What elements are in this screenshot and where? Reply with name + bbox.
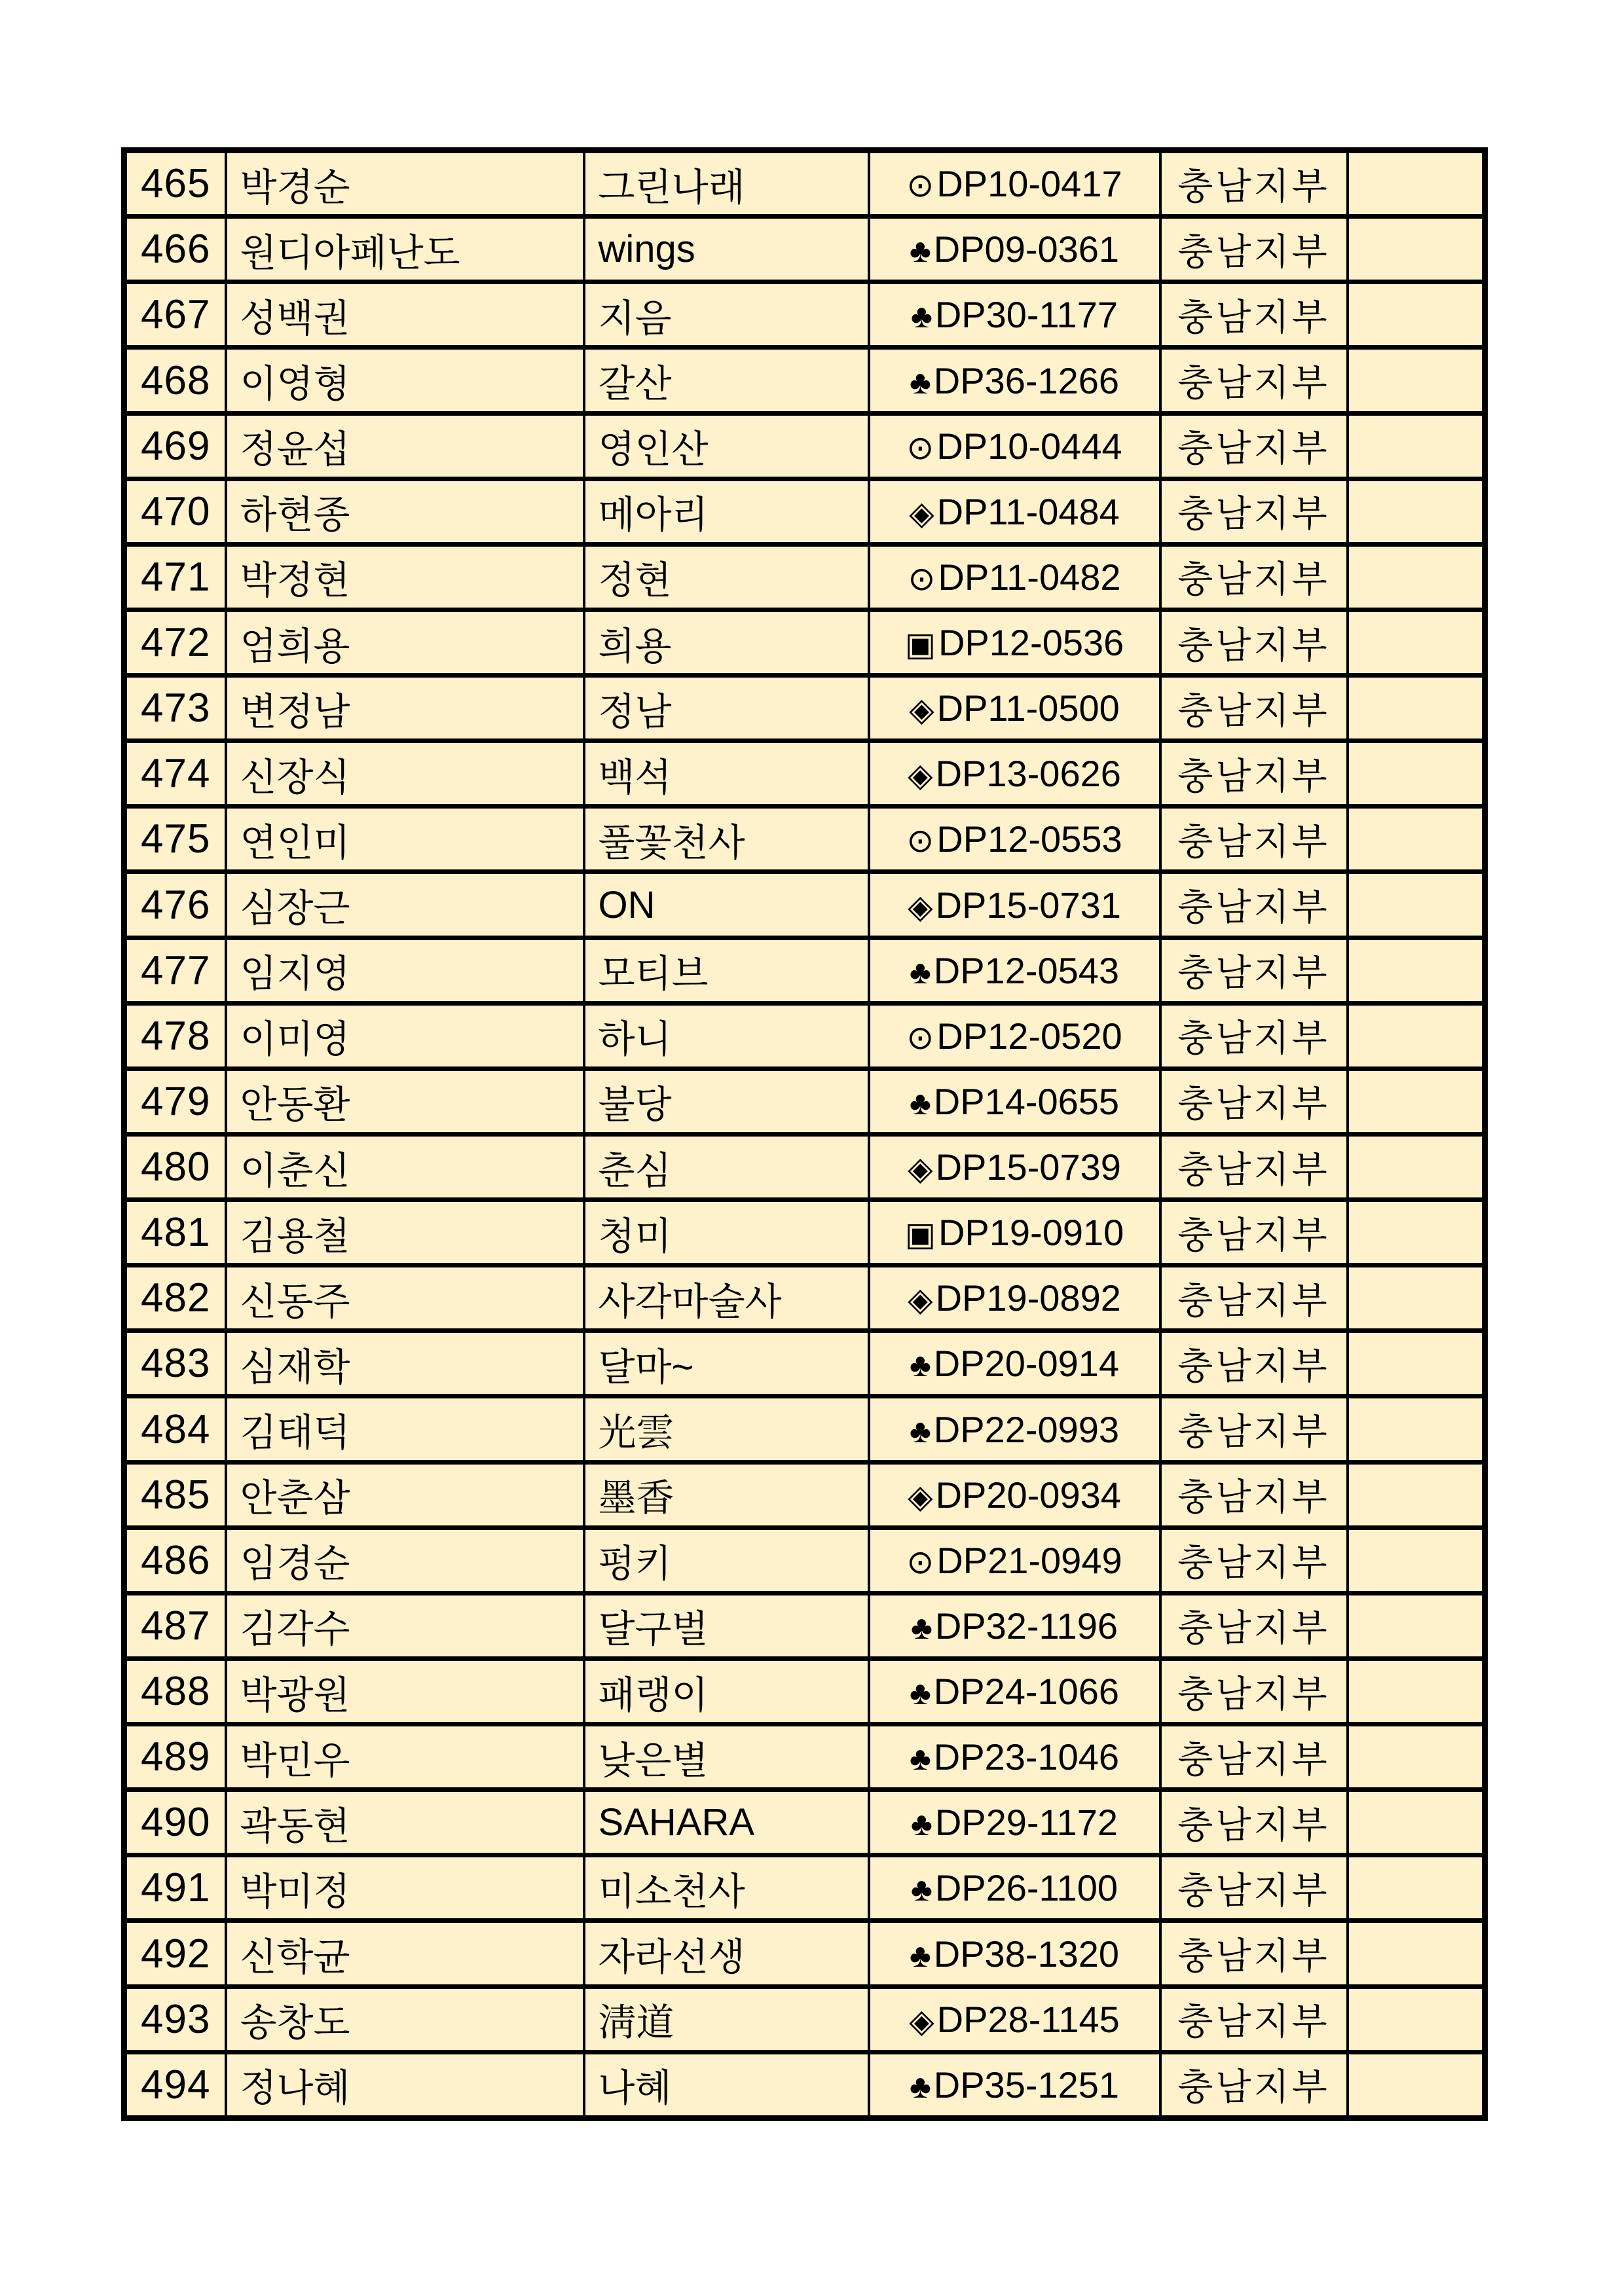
member-code-cell (869, 938, 1160, 1003)
member-code-cell (869, 544, 1160, 610)
empty-cell (1348, 872, 1485, 938)
table-row (124, 1462, 1485, 1527)
empty-cell (1348, 479, 1485, 544)
table-row (124, 1855, 1485, 1921)
member-code-text: DP26-1100 (934, 1867, 1118, 1909)
empty-cell (1348, 1134, 1485, 1199)
member-name-cell: 박경순 (226, 151, 584, 217)
member-name-cell: 이미영 (226, 1003, 584, 1068)
row-number-cell: 492 (124, 1921, 226, 1986)
member-name-cell: 안동환 (226, 1068, 584, 1134)
grade-mark-icon: ♣ (909, 232, 931, 270)
row-number-cell: 473 (124, 676, 226, 741)
branch-cell: 충남지부 (1160, 1396, 1348, 1462)
member-code-text: DP29-1172 (934, 1802, 1118, 1844)
grade-mark-icon: ♣ (909, 2068, 931, 2105)
member-name-cell: 김태덕 (226, 1396, 584, 1462)
empty-cell (1348, 1266, 1485, 1331)
member-nickname-cell: 펑키 (584, 1527, 869, 1593)
branch-cell: 충남지부 (1160, 1527, 1348, 1593)
member-nickname-cell: 자라선생 (584, 1921, 869, 1986)
row-number-cell: 466 (124, 217, 226, 282)
member-name-cell: 성백권 (226, 282, 584, 348)
member-code-text: DP15-0731 (935, 884, 1121, 926)
grade-mark-icon: ◈ (909, 691, 934, 729)
member-code-text: DP20-0914 (933, 1343, 1120, 1385)
branch-cell: 충남지부 (1160, 1134, 1348, 1199)
table-row (124, 348, 1485, 413)
table-row (124, 1986, 1485, 2052)
grade-mark-icon: ◈ (909, 494, 934, 532)
member-name-cell: 정윤섭 (226, 413, 584, 479)
empty-cell (1348, 1462, 1485, 1527)
empty-cell (1348, 1200, 1485, 1266)
row-number-cell: 467 (124, 282, 226, 348)
member-code-text: DP35-1251 (933, 2064, 1120, 2105)
row-number-cell: 486 (124, 1527, 226, 1593)
member-name-cell: 곽동현 (226, 1790, 584, 1855)
member-code-cell (869, 413, 1160, 479)
branch-cell: 충남지부 (1160, 741, 1348, 807)
member-code-text: DP12-0553 (936, 818, 1122, 860)
member-nickname-cell: 光雲 (584, 1396, 869, 1462)
member-name-cell: 이영형 (226, 348, 584, 413)
member-nickname-cell: 나혜 (584, 2052, 869, 2118)
member-nickname-cell: 달구벌 (584, 1593, 869, 1658)
branch-cell: 충남지부 (1160, 676, 1348, 741)
row-number-cell: 474 (124, 741, 226, 807)
grade-mark-icon: ♣ (909, 1412, 931, 1449)
branch-cell: 충남지부 (1160, 1593, 1348, 1658)
member-nickname-cell: 정남 (584, 676, 869, 741)
member-nickname-cell: 지음 (584, 282, 869, 348)
member-code-text: DP10-0417 (936, 163, 1122, 205)
empty-cell (1348, 217, 1485, 282)
member-nickname-cell: ON (584, 872, 869, 938)
member-name-cell: 박민우 (226, 1724, 584, 1790)
empty-cell (1348, 1527, 1485, 1593)
table-row (124, 1921, 1485, 1986)
branch-cell: 충남지부 (1160, 217, 1348, 282)
member-name-cell: 김각수 (226, 1593, 584, 1658)
empty-cell (1348, 413, 1485, 479)
row-number-cell: 472 (124, 610, 226, 675)
member-code-cell (869, 2052, 1160, 2118)
row-number-cell: 482 (124, 1266, 226, 1331)
member-code-text: DP14-0655 (933, 1080, 1120, 1122)
branch-cell: 충남지부 (1160, 807, 1348, 872)
empty-cell (1348, 676, 1485, 741)
grade-mark-icon: ♣ (909, 1937, 931, 1974)
grade-mark-icon: ⊙ (906, 167, 934, 204)
grade-mark-icon: ◈ (908, 757, 933, 794)
row-number-cell: 477 (124, 938, 226, 1003)
row-number-cell: 471 (124, 544, 226, 610)
branch-cell: 충남지부 (1160, 413, 1348, 479)
member-nickname-cell: 메아리 (584, 479, 869, 544)
table-row (124, 1593, 1485, 1658)
table-row (124, 413, 1485, 479)
branch-cell: 충남지부 (1160, 1855, 1348, 1921)
row-number-cell: 480 (124, 1134, 226, 1199)
grade-mark-icon: ▣ (904, 1216, 936, 1253)
member-nickname-cell: 정현 (584, 544, 869, 610)
member-name-cell: 하현종 (226, 479, 584, 544)
grade-mark-icon: ◈ (909, 2002, 934, 2039)
member-code-text: DP23-1046 (933, 1736, 1120, 1778)
branch-cell: 충남지부 (1160, 872, 1348, 938)
grade-mark-icon: ♣ (909, 1084, 931, 1121)
branch-cell: 충남지부 (1160, 938, 1348, 1003)
empty-cell (1348, 1068, 1485, 1134)
table-row (124, 1003, 1485, 1068)
branch-cell: 충남지부 (1160, 1331, 1348, 1396)
branch-cell: 충남지부 (1160, 2052, 1348, 2118)
row-number-cell: 484 (124, 1396, 226, 1462)
member-code-text: DP09-0361 (933, 228, 1120, 270)
member-name-cell: 신학균 (226, 1921, 584, 1986)
member-code-text: DP11-0500 (936, 687, 1120, 729)
table-row (124, 151, 1485, 217)
member-nickname-cell: 풀꽃천사 (584, 807, 869, 872)
table-row (124, 1134, 1485, 1199)
branch-cell: 충남지부 (1160, 1266, 1348, 1331)
table-row (124, 217, 1485, 282)
member-code-text: DP19-0910 (938, 1212, 1124, 1254)
grade-mark-icon: ♣ (911, 1806, 932, 1843)
branch-cell: 충남지부 (1160, 1921, 1348, 1986)
member-nickname-cell: 영인산 (584, 413, 869, 479)
member-nickname-cell: wings (584, 217, 869, 282)
member-code-cell (869, 807, 1160, 872)
row-number-cell: 475 (124, 807, 226, 872)
row-number-cell: 485 (124, 1462, 226, 1527)
member-code-text: DP10-0444 (936, 425, 1122, 467)
branch-cell: 충남지부 (1160, 479, 1348, 544)
member-nickname-cell: 墨香 (584, 1462, 869, 1527)
member-code-cell (869, 1134, 1160, 1199)
member-code-cell (869, 1396, 1160, 1462)
table-row (124, 938, 1485, 1003)
empty-cell (1348, 282, 1485, 348)
empty-cell (1348, 2052, 1485, 2118)
table-row (124, 282, 1485, 348)
member-code-cell (869, 1658, 1160, 1724)
member-nickname-cell: 미소천사 (584, 1855, 869, 1921)
member-code-text: DP38-1320 (933, 1933, 1120, 1975)
grade-mark-icon: ♣ (909, 363, 931, 401)
row-number-cell: 489 (124, 1724, 226, 1790)
table-row (124, 1527, 1485, 1593)
grade-mark-icon: ♣ (909, 953, 931, 991)
member-name-cell: 김용철 (226, 1200, 584, 1266)
branch-cell: 충남지부 (1160, 1986, 1348, 2052)
member-code-cell (869, 1724, 1160, 1790)
member-code-cell (869, 1527, 1160, 1593)
branch-cell: 충남지부 (1160, 348, 1348, 413)
table-row (124, 872, 1485, 938)
table-row (124, 741, 1485, 807)
empty-cell (1348, 544, 1485, 610)
member-name-cell: 심재학 (226, 1331, 584, 1396)
table-row (124, 610, 1485, 675)
member-name-cell: 연인미 (226, 807, 584, 872)
member-code-text: DP22-0993 (933, 1408, 1120, 1450)
empty-cell (1348, 348, 1485, 413)
row-number-cell: 465 (124, 151, 226, 217)
member-code-cell (869, 479, 1160, 544)
member-code-cell (869, 217, 1160, 282)
row-number-cell: 488 (124, 1658, 226, 1724)
member-code-cell (869, 1986, 1160, 2052)
grade-mark-icon: ⊙ (906, 429, 934, 466)
grade-mark-icon: ◈ (908, 1281, 933, 1319)
table-row (124, 807, 1485, 872)
member-code-cell (869, 1593, 1160, 1658)
grade-mark-icon: ♣ (911, 1609, 932, 1646)
member-code-text: DP24-1066 (933, 1671, 1120, 1713)
empty-cell (1348, 151, 1485, 217)
grade-mark-icon: ⊙ (906, 822, 934, 860)
empty-cell (1348, 1003, 1485, 1068)
row-number-cell: 487 (124, 1593, 226, 1658)
member-nickname-cell: 달마~ (584, 1331, 869, 1396)
member-code-text: DP12-0543 (933, 949, 1120, 991)
member-nickname-cell: 갈산 (584, 348, 869, 413)
member-nickname-cell: 희용 (584, 610, 869, 675)
empty-cell (1348, 1396, 1485, 1462)
member-name-cell: 심장근 (226, 872, 584, 938)
member-code-text: DP36-1266 (933, 359, 1120, 401)
member-code-text: DP32-1196 (934, 1605, 1118, 1647)
member-nickname-cell: SAHARA (584, 1790, 869, 1855)
row-number-cell: 493 (124, 1986, 226, 2052)
member-name-cell: 원디아페난도 (226, 217, 584, 282)
member-code-cell (869, 610, 1160, 675)
member-code-text: DP11-0482 (938, 556, 1121, 598)
member-list-table (121, 147, 1488, 2121)
grade-mark-icon: ♣ (909, 1740, 931, 1777)
member-list-body (124, 151, 1485, 2119)
member-code-cell (869, 1003, 1160, 1068)
member-name-cell: 정나혜 (226, 2052, 584, 2118)
member-name-cell: 박정현 (226, 544, 584, 610)
member-code-cell (869, 1855, 1160, 1921)
member-code-cell (869, 348, 1160, 413)
empty-cell (1348, 1658, 1485, 1724)
member-code-text: DP30-1177 (934, 294, 1118, 336)
member-code-cell (869, 741, 1160, 807)
empty-cell (1348, 1593, 1485, 1658)
member-name-cell: 신장식 (226, 741, 584, 807)
table-row (124, 479, 1485, 544)
member-code-cell (869, 1462, 1160, 1527)
member-nickname-cell: 청미 (584, 1200, 869, 1266)
branch-cell: 충남지부 (1160, 282, 1348, 348)
table-row (124, 1068, 1485, 1134)
row-number-cell: 483 (124, 1331, 226, 1396)
empty-cell (1348, 1986, 1485, 2052)
member-code-cell (869, 1921, 1160, 1986)
member-name-cell: 신동주 (226, 1266, 584, 1331)
member-code-text: DP21-0949 (936, 1539, 1122, 1581)
member-name-cell: 엄희용 (226, 610, 584, 675)
branch-cell: 충남지부 (1160, 1724, 1348, 1790)
table-row (124, 544, 1485, 610)
member-code-cell (869, 872, 1160, 938)
empty-cell (1348, 1331, 1485, 1396)
table-row (124, 2052, 1485, 2118)
table-row (124, 1200, 1485, 1266)
grade-mark-icon: ⊙ (908, 560, 936, 597)
branch-cell: 충남지부 (1160, 1462, 1348, 1527)
member-name-cell: 변정남 (226, 676, 584, 741)
table-row (124, 1396, 1485, 1462)
member-code-text: DP12-0520 (936, 1015, 1122, 1057)
grade-mark-icon: ◈ (908, 1150, 933, 1188)
branch-cell: 충남지부 (1160, 1790, 1348, 1855)
member-nickname-cell: 모티브 (584, 938, 869, 1003)
table-row (124, 1790, 1485, 1855)
member-nickname-cell: 낮은별 (584, 1724, 869, 1790)
row-number-cell: 478 (124, 1003, 226, 1068)
grade-mark-icon: ⊙ (906, 1543, 934, 1580)
member-code-text: DP12-0536 (938, 622, 1124, 664)
table-row (124, 1266, 1485, 1331)
member-code-cell (869, 676, 1160, 741)
member-code-cell (869, 1331, 1160, 1396)
empty-cell (1348, 1790, 1485, 1855)
member-code-cell (869, 1200, 1160, 1266)
grade-mark-icon: ◈ (908, 888, 933, 925)
row-number-cell: 476 (124, 872, 226, 938)
member-nickname-cell: 패랭이 (584, 1658, 869, 1724)
member-nickname-cell: 사각마술사 (584, 1266, 869, 1331)
member-code-text: DP15-0739 (935, 1146, 1121, 1188)
branch-cell: 충남지부 (1160, 151, 1348, 217)
branch-cell: 충남지부 (1160, 1068, 1348, 1134)
member-nickname-cell: 그린나래 (584, 151, 869, 217)
member-code-text: DP20-0934 (935, 1474, 1121, 1516)
empty-cell (1348, 610, 1485, 675)
branch-cell: 충남지부 (1160, 610, 1348, 675)
member-nickname-cell: 춘심 (584, 1134, 869, 1199)
member-code-text: DP19-0892 (935, 1277, 1121, 1319)
table-row (124, 1331, 1485, 1396)
branch-cell: 충남지부 (1160, 1200, 1348, 1266)
member-code-cell (869, 1266, 1160, 1331)
member-code-cell (869, 282, 1160, 348)
member-code-text: DP28-1145 (936, 1998, 1120, 2040)
grade-mark-icon: ◈ (908, 1478, 933, 1515)
grade-mark-icon: ♣ (911, 1871, 932, 1908)
table-row (124, 1658, 1485, 1724)
member-name-cell: 임지영 (226, 938, 584, 1003)
branch-cell: 충남지부 (1160, 544, 1348, 610)
row-number-cell: 481 (124, 1200, 226, 1266)
member-name-cell: 박미정 (226, 1855, 584, 1921)
member-name-cell: 임경순 (226, 1527, 584, 1593)
member-name-cell: 송창도 (226, 1986, 584, 2052)
table-row (124, 676, 1485, 741)
member-nickname-cell: 불당 (584, 1068, 869, 1134)
grade-mark-icon: ▣ (904, 626, 936, 663)
grade-mark-icon: ♣ (909, 1347, 931, 1384)
member-code-cell (869, 1790, 1160, 1855)
row-number-cell: 479 (124, 1068, 226, 1134)
empty-cell (1348, 807, 1485, 872)
empty-cell (1348, 1921, 1485, 1986)
grade-mark-icon: ♣ (909, 1675, 931, 1712)
empty-cell (1348, 741, 1485, 807)
empty-cell (1348, 1724, 1485, 1790)
grade-mark-icon: ⊙ (906, 1019, 934, 1056)
row-number-cell: 469 (124, 413, 226, 479)
member-name-cell: 안춘삼 (226, 1462, 584, 1527)
member-name-cell: 이춘신 (226, 1134, 584, 1199)
row-number-cell: 468 (124, 348, 226, 413)
empty-cell (1348, 938, 1485, 1003)
member-code-text: DP11-0484 (936, 490, 1120, 532)
table-row (124, 1724, 1485, 1790)
member-code-cell (869, 1068, 1160, 1134)
member-code-cell (869, 151, 1160, 217)
row-number-cell: 470 (124, 479, 226, 544)
row-number-cell: 494 (124, 2052, 226, 2118)
member-nickname-cell: 하니 (584, 1003, 869, 1068)
member-nickname-cell: 淸道 (584, 1986, 869, 2052)
row-number-cell: 490 (124, 1790, 226, 1855)
branch-cell: 충남지부 (1160, 1003, 1348, 1068)
member-nickname-cell: 백석 (584, 741, 869, 807)
member-name-cell: 박광원 (226, 1658, 584, 1724)
empty-cell (1348, 1855, 1485, 1921)
grade-mark-icon: ♣ (911, 298, 932, 335)
row-number-cell: 491 (124, 1855, 226, 1921)
member-code-text: DP13-0626 (935, 753, 1121, 795)
branch-cell: 충남지부 (1160, 1658, 1348, 1724)
